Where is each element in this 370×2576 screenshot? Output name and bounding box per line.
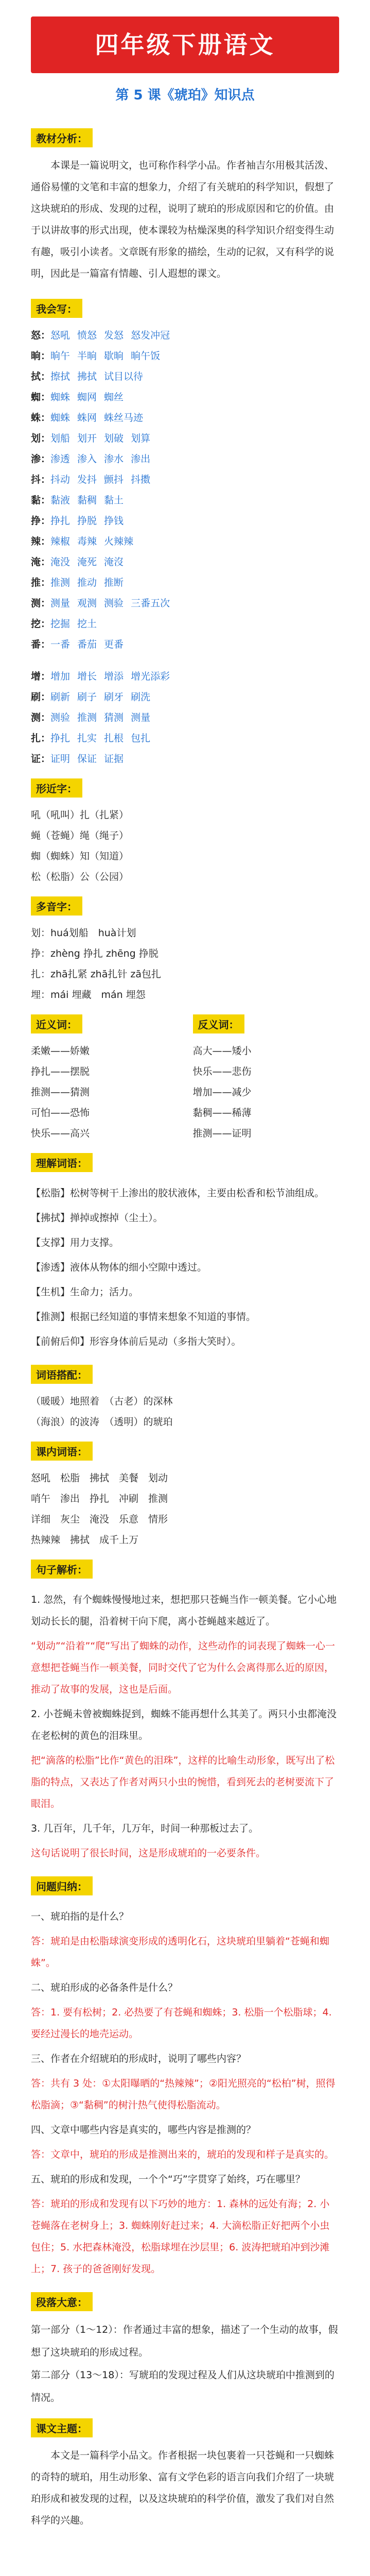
syn-list: [31, 1041, 178, 1144]
vocab-word: 挣脱: [77, 515, 97, 527]
vocab-word: 发抖: [77, 474, 97, 485]
section-heading: 多音字：: [31, 896, 82, 916]
vocab-row: [31, 490, 339, 511]
vocab-word: 三番五次: [131, 598, 170, 609]
page-title: 四年级下册语文: [31, 16, 339, 73]
vocab-row: [31, 346, 339, 366]
vocab-word: 淹沒: [104, 556, 124, 568]
vocab-char: 证：: [31, 753, 51, 765]
vocab-word: 刷子: [77, 691, 97, 703]
vocab-word: 淹没: [50, 556, 71, 568]
collocate-list: [31, 1391, 339, 1432]
vocab-char: 拭：: [31, 371, 51, 382]
vocab-word: 测量: [50, 598, 71, 609]
answer-text: 答：1. 要有松树；2. 必热要了有苍蝇和蜘蛛；3. 松脂一个松脂球；4. 要经过漫长的地壳运动。: [31, 2007, 332, 2040]
poly-row: 埋：mái 埋藏 mán 埋怨: [31, 989, 146, 1001]
question-text: 五、琥珀的形成和发现，一个个“巧”字贯穿了始终，巧在哪里？: [31, 2174, 305, 2185]
vocab-list-2: [31, 666, 339, 769]
section-heading: 我会写：: [31, 299, 82, 318]
vocab-row: [31, 749, 339, 769]
syn-row: 柔嫩——娇嫩: [31, 1045, 90, 1057]
question-text: 三、作者在介绍琥珀的形成时，说明了哪些内容？: [31, 2053, 246, 2064]
vocab-word: 划开: [77, 433, 97, 444]
vocab-char: 刷：: [31, 691, 51, 703]
vocab-char: 黏：: [31, 495, 51, 506]
vocab-word: 拂拭: [77, 371, 97, 382]
vocab-word: 更番: [104, 639, 124, 650]
shape-row: 蝇（苍蝇）绳（绳子）: [31, 830, 129, 841]
vocab-word: 辣椒: [50, 536, 71, 547]
vocab-word: 淹死: [77, 556, 97, 568]
section-heading: 形近字：: [31, 778, 82, 798]
vocab-word: 怒吼: [50, 330, 71, 341]
vocab-row: [31, 325, 339, 346]
answer-text: 把“滴落的松脂”比作“黄色的泪珠”，这样的比喻生动形象，既写出了松脂的特点，又表达了作者对两只小虫的惋惜，看到死去的老树要流下了眼泪。: [31, 1755, 335, 1809]
vocab-word: 一番: [50, 639, 71, 650]
section-heading: 段落大意：: [31, 2292, 93, 2311]
vocab-word: 抖动: [50, 474, 71, 485]
question-text: 1. 忽然，有个蜘蛛慢慢地过来，想把那只苍蝇当作一顿美餐。它小心地划动长长的腿，沿着树干向下爬，离小苍蝇越来越近了。: [31, 1594, 337, 1627]
vocab-word: 增加: [50, 671, 71, 682]
vocab-word: 测量: [131, 712, 151, 723]
vocab-word: 扎实: [77, 733, 97, 744]
section-heading: 问题归纳：: [31, 1876, 93, 1895]
vocab-char: 增：: [31, 671, 51, 682]
lesson-subtitle: 第 5 课《琥珀》知识点: [115, 88, 255, 103]
analysis-list: [31, 1589, 339, 1864]
vocab-word: 番茄: [77, 639, 97, 650]
shape-list: [31, 805, 339, 887]
vocab-word: 颤抖: [104, 474, 124, 485]
vocab-row: [31, 572, 339, 593]
phrase-row: 【支撑】用力支撑。: [31, 1237, 119, 1248]
vocab-word: 蜘蛛: [50, 412, 71, 423]
vocab-row: [31, 469, 339, 490]
vocab-word: 黏液: [50, 495, 71, 506]
answer-text: 答：共有 3 处：①太阳曝晒的“热辣辣”；②阳光照亮的“松柏”树，照得松脂滴；③“黏稠”的树汁热气使得松脂流动。: [31, 2078, 336, 2111]
phrases-list: [31, 1182, 339, 1352]
vocab-char: 晌：: [31, 350, 51, 362]
vocab-word: 测验: [50, 712, 71, 723]
ant-row: 增加——减少: [192, 1087, 252, 1098]
vocab-word: 发怒: [104, 330, 124, 341]
vocab-char: 抖：: [31, 474, 51, 485]
vocab-char: 蜘：: [31, 392, 51, 403]
vocab-list: [31, 325, 339, 655]
vocab-word: 蜘丝: [104, 392, 124, 403]
vocab-word: 怒发冲冠: [131, 330, 170, 341]
vocab-row: [31, 614, 339, 634]
vocab-row: [31, 387, 339, 408]
vocab-word: 挖掘: [50, 618, 71, 630]
vocab-word: 挖土: [77, 618, 97, 630]
vocab-row: [31, 531, 339, 552]
phrase-row: 【推测】根据已经知道的事情来想象不知道的事情。: [31, 1311, 256, 1323]
questions-list: [31, 1906, 339, 2280]
vocab-row: [31, 593, 339, 614]
vocab-row: [31, 511, 339, 531]
vocab-char: 怒：: [31, 330, 51, 341]
vocab-word: 增长: [77, 671, 97, 682]
shape-row: 吼（吼叫）扎（扎紧）: [31, 809, 129, 821]
phrase-row: 【前俯后仰】形容身体前后晃动（多指大笑时）。: [31, 1336, 241, 1347]
vocab-row: [31, 552, 339, 572]
question-text: 一、琥珀指的是什么？: [31, 1911, 129, 1922]
phrase-row: 【生机】生命力；活力。: [31, 1286, 139, 1298]
vocab-word: 蜘网: [77, 392, 97, 403]
section-heading: 近义词：: [31, 1014, 82, 1033]
vocab-word: 刷牙: [104, 691, 124, 703]
question-text: 3. 几百年，几千年，几万年，时间一种那板过去了。: [31, 1823, 259, 1834]
answer-text: 答：文章中，琥珀的形成是推测出来的，琥珀的发现和样子是真实的。: [31, 2149, 334, 2160]
vocab-word: 擦拭: [50, 371, 71, 382]
section-heading: 词语搭配：: [31, 1365, 93, 1384]
vocab-char: 测：: [31, 598, 51, 609]
syn-column: [31, 1005, 178, 1144]
lesson-row: 热辣辣 拂拭 成千上万: [31, 1534, 139, 1546]
vocab-word: 刷洗: [131, 691, 151, 703]
poly-list: [31, 923, 339, 1005]
answer-text: 答：琥珀是由松脂球演变形成的透明化石，这块琥珀里躺着“苍蝇和蜘蛛”。: [31, 1936, 329, 1969]
vocab-word: 测验: [104, 598, 124, 609]
question-text: 四、文章中哪些内容是真实的，哪些内容是推测的？: [31, 2124, 256, 2136]
vocab-row: [31, 634, 339, 655]
question-text: 二、琥珀形成的必备条件是什么？: [31, 1982, 178, 1993]
section-heading: 课内词语：: [31, 1442, 93, 1461]
vocab-word: 黏稠: [77, 495, 97, 506]
vocab-word: 观测: [77, 598, 97, 609]
vocab-char: 测：: [31, 712, 51, 723]
vocab-word: 划破: [104, 433, 124, 444]
vocab-word: 试目以待: [104, 371, 144, 382]
vocab-row: [31, 687, 339, 707]
vocab-word: 扎根: [104, 733, 124, 744]
vocab-word: 渗入: [77, 453, 97, 465]
vocab-word: 毒辣: [77, 536, 97, 547]
vocab-char: 划：: [31, 433, 51, 444]
vocab-char: 推：: [31, 577, 51, 588]
phrase-row: 【拂拭】掸掉或擦掉（尘土）。: [31, 1212, 163, 1224]
vocab-word: 渗出: [131, 453, 151, 465]
vocab-word: 歇晌: [104, 350, 124, 362]
poly-row: 划：huá划船 huà计划: [31, 927, 136, 939]
vocab-word: 推断: [104, 577, 124, 588]
ant-row: 推测——证明: [192, 1128, 252, 1139]
vocab-char: 淹：: [31, 556, 51, 568]
vocab-char: 挣：: [31, 515, 51, 527]
vocab-row: [31, 408, 339, 428]
lesson-row: 哨午 渗出 挣扎 冲刷 推测: [31, 1493, 168, 1504]
ant-list: [193, 1041, 340, 1144]
ant-row: 高大——矮小: [192, 1045, 252, 1057]
lesson-list: [31, 1468, 339, 1550]
syn-row: 可怕——恐怖: [31, 1107, 90, 1118]
shape-row: 蜘（蜘蛛）知（知道）: [31, 851, 129, 862]
vocab-row: [31, 428, 339, 449]
vocab-word: 晌午饭: [131, 350, 161, 362]
vocab-row: [31, 666, 339, 687]
vocab-word: 蛛丝马迹: [104, 412, 144, 423]
vocab-word: 半晌: [77, 350, 97, 362]
poly-row: 挣：zhèng 挣扎 zhēng 挣脱: [31, 948, 158, 959]
vocab-row: [31, 366, 339, 387]
vocab-char: 辣：: [31, 536, 51, 547]
vocab-word: 晌午: [50, 350, 71, 362]
vocab-char: 蛛：: [31, 412, 51, 423]
vocab-word: 渗水: [104, 453, 124, 465]
answer-text: “划动”“沿着”“爬”写出了蜘蛛的动作，这些动作的词表现了蜘蛛一心一意想把苍蝇当作一顿美餐，同时交代了它为什么会离得那么近的原因，推动了故事的发展，这也是后面。: [31, 1640, 336, 1695]
struct-list: [31, 2318, 339, 2409]
ant-row: 快乐——悲伤: [192, 1066, 252, 1077]
answer-text: 答：琥珀的形成和发现有以下巧妙的地方：1. 森林的远处有海；2. 小苍蝇落在老树身上；3. 蜘蛛刚好赶过来；4. 大滴松脂正好把两个小虫包住；5. 水把森林淹没，松脂球埋在沙层里；6. 波涛把琥珀冲到沙滩上；7. 孩子的爸爸刚好发现。: [31, 2198, 330, 2275]
vocab-word: 增添: [104, 671, 124, 682]
section-heading: 课文主题：: [31, 2418, 93, 2437]
shape-row: 松（松脂）公（公园）: [31, 871, 129, 883]
poly-row: 扎：zhā扎紧 zhā扎针 zā包扎: [31, 969, 162, 980]
vocab-word: 证据: [104, 753, 124, 765]
vocab-char: 挖：: [31, 618, 51, 630]
vocab-row: [31, 707, 339, 728]
ant-column: [193, 1005, 340, 1144]
vocab-word: 蜘蛛: [50, 392, 71, 403]
collocate-row: （海浪）的波涛 （透明）的琥珀: [31, 1416, 173, 1428]
syn-ant-columns: [31, 1005, 339, 1144]
vocab-char: 渗：: [31, 453, 51, 465]
question-text: 2. 小苍蝇未曾被蜘蛛捉到，蜘蛛不能再想什么其美了。两只小虫都淹没在老松树的黄色的泪珠里。: [31, 1708, 337, 1741]
vocab-word: 挣扎: [50, 733, 71, 744]
struct-row: 第一部分（1～12）：作者通过丰富的想象，描述了一个生动的故事，假想了这块琥珀的形成过程。: [31, 2324, 338, 2358]
vocab-word: 猜测: [104, 712, 124, 723]
vocab-char: 扎：: [31, 733, 51, 744]
vocab-word: 黏土: [104, 495, 124, 506]
vocab-char: 番：: [31, 639, 51, 650]
theme-text: 本文是一篇科学小品文。作者根据一块包裹着一只苍蝇和一只蜘蛛的奇特的琥珀，用生动形象、富有文学色彩的语言向我们介绍了一块琥珀形成和被发现的过程，以及这块琥珀的科学价值，激发了我们对自然科学的兴趣。: [31, 2450, 334, 2526]
vocab-word: 证明: [50, 753, 71, 765]
intro-text: 本课是一篇说明文，也可称作科学小品。作者袖吉尔用极其活泼、通俗易懂的文笔和丰富的想象力，介绍了有关琥珀的科学知识，假想了这块琥珀的形成、发现的过程，说明了琥珀的形成原因和它的价值。由于以讲故事的形式出现，使本课较为枯燥深奥的科学知识介绍变得生动有趣，吸引小读者。文章既有形象的描绘，生动的记叙，又有科学的说明，因此是一篇富有情趣、引人遐想的课文。: [31, 160, 334, 279]
vocab-word: 推测: [50, 577, 71, 588]
vocab-word: 抖擞: [131, 474, 151, 485]
vocab-word: 包扎: [131, 733, 151, 744]
vocab-row: [31, 449, 339, 469]
struct-row: 第二部分（13～18）：写琥珀的发现过程及人们从这块琥珀中推测到的情况。: [31, 2369, 334, 2403]
vocab-word: 愤怒: [77, 330, 97, 341]
vocab-word: 推动: [77, 577, 97, 588]
vocab-word: 推测: [77, 712, 97, 723]
syn-row: 推测——猜测: [31, 1087, 90, 1098]
vocab-word: 刷新: [50, 691, 71, 703]
vocab-word: 挣扎: [50, 515, 71, 527]
section-heading: 理解词语：: [31, 1153, 93, 1172]
section-heading: 反义词：: [193, 1014, 244, 1033]
vocab-row: [31, 728, 339, 749]
vocab-word: 增光添彩: [131, 671, 170, 682]
vocab-word: 保证: [77, 753, 97, 765]
vocab-word: 渗透: [50, 453, 71, 465]
answer-text: 这句话说明了很长时间，这是形成琥珀的一必要条件。: [31, 1848, 266, 1859]
syn-row: 挣扎——摆脱: [31, 1066, 90, 1077]
ant-row: 黏稠——稀薄: [192, 1107, 252, 1118]
vocab-word: 划算: [131, 433, 151, 444]
syn-row: 快乐——高兴: [31, 1128, 90, 1139]
lesson-row: 怒吼 松脂 拂拭 美餐 划动: [31, 1472, 168, 1484]
vocab-word: 挣钱: [104, 515, 124, 527]
phrase-row: 【渗透】液体从物体的细小空隙中透过。: [31, 1262, 207, 1273]
phrase-row: 【松脂】松树等树干上渗出的胶状液体，主要由松香和松节油组成。: [31, 1188, 325, 1199]
vocab-word: 蛛网: [77, 412, 97, 423]
vocab-word: 划船: [50, 433, 71, 444]
lesson-row: 详细 灰尘 淹没 乐意 情形: [31, 1514, 168, 1525]
section-heading: 句子解析：: [31, 1560, 93, 1579]
vocab-word: 火辣辣: [104, 536, 134, 547]
collocate-row: （暖暖）地照着 （古老）的深林: [31, 1396, 173, 1407]
section-heading: 教材分析：: [31, 128, 93, 147]
